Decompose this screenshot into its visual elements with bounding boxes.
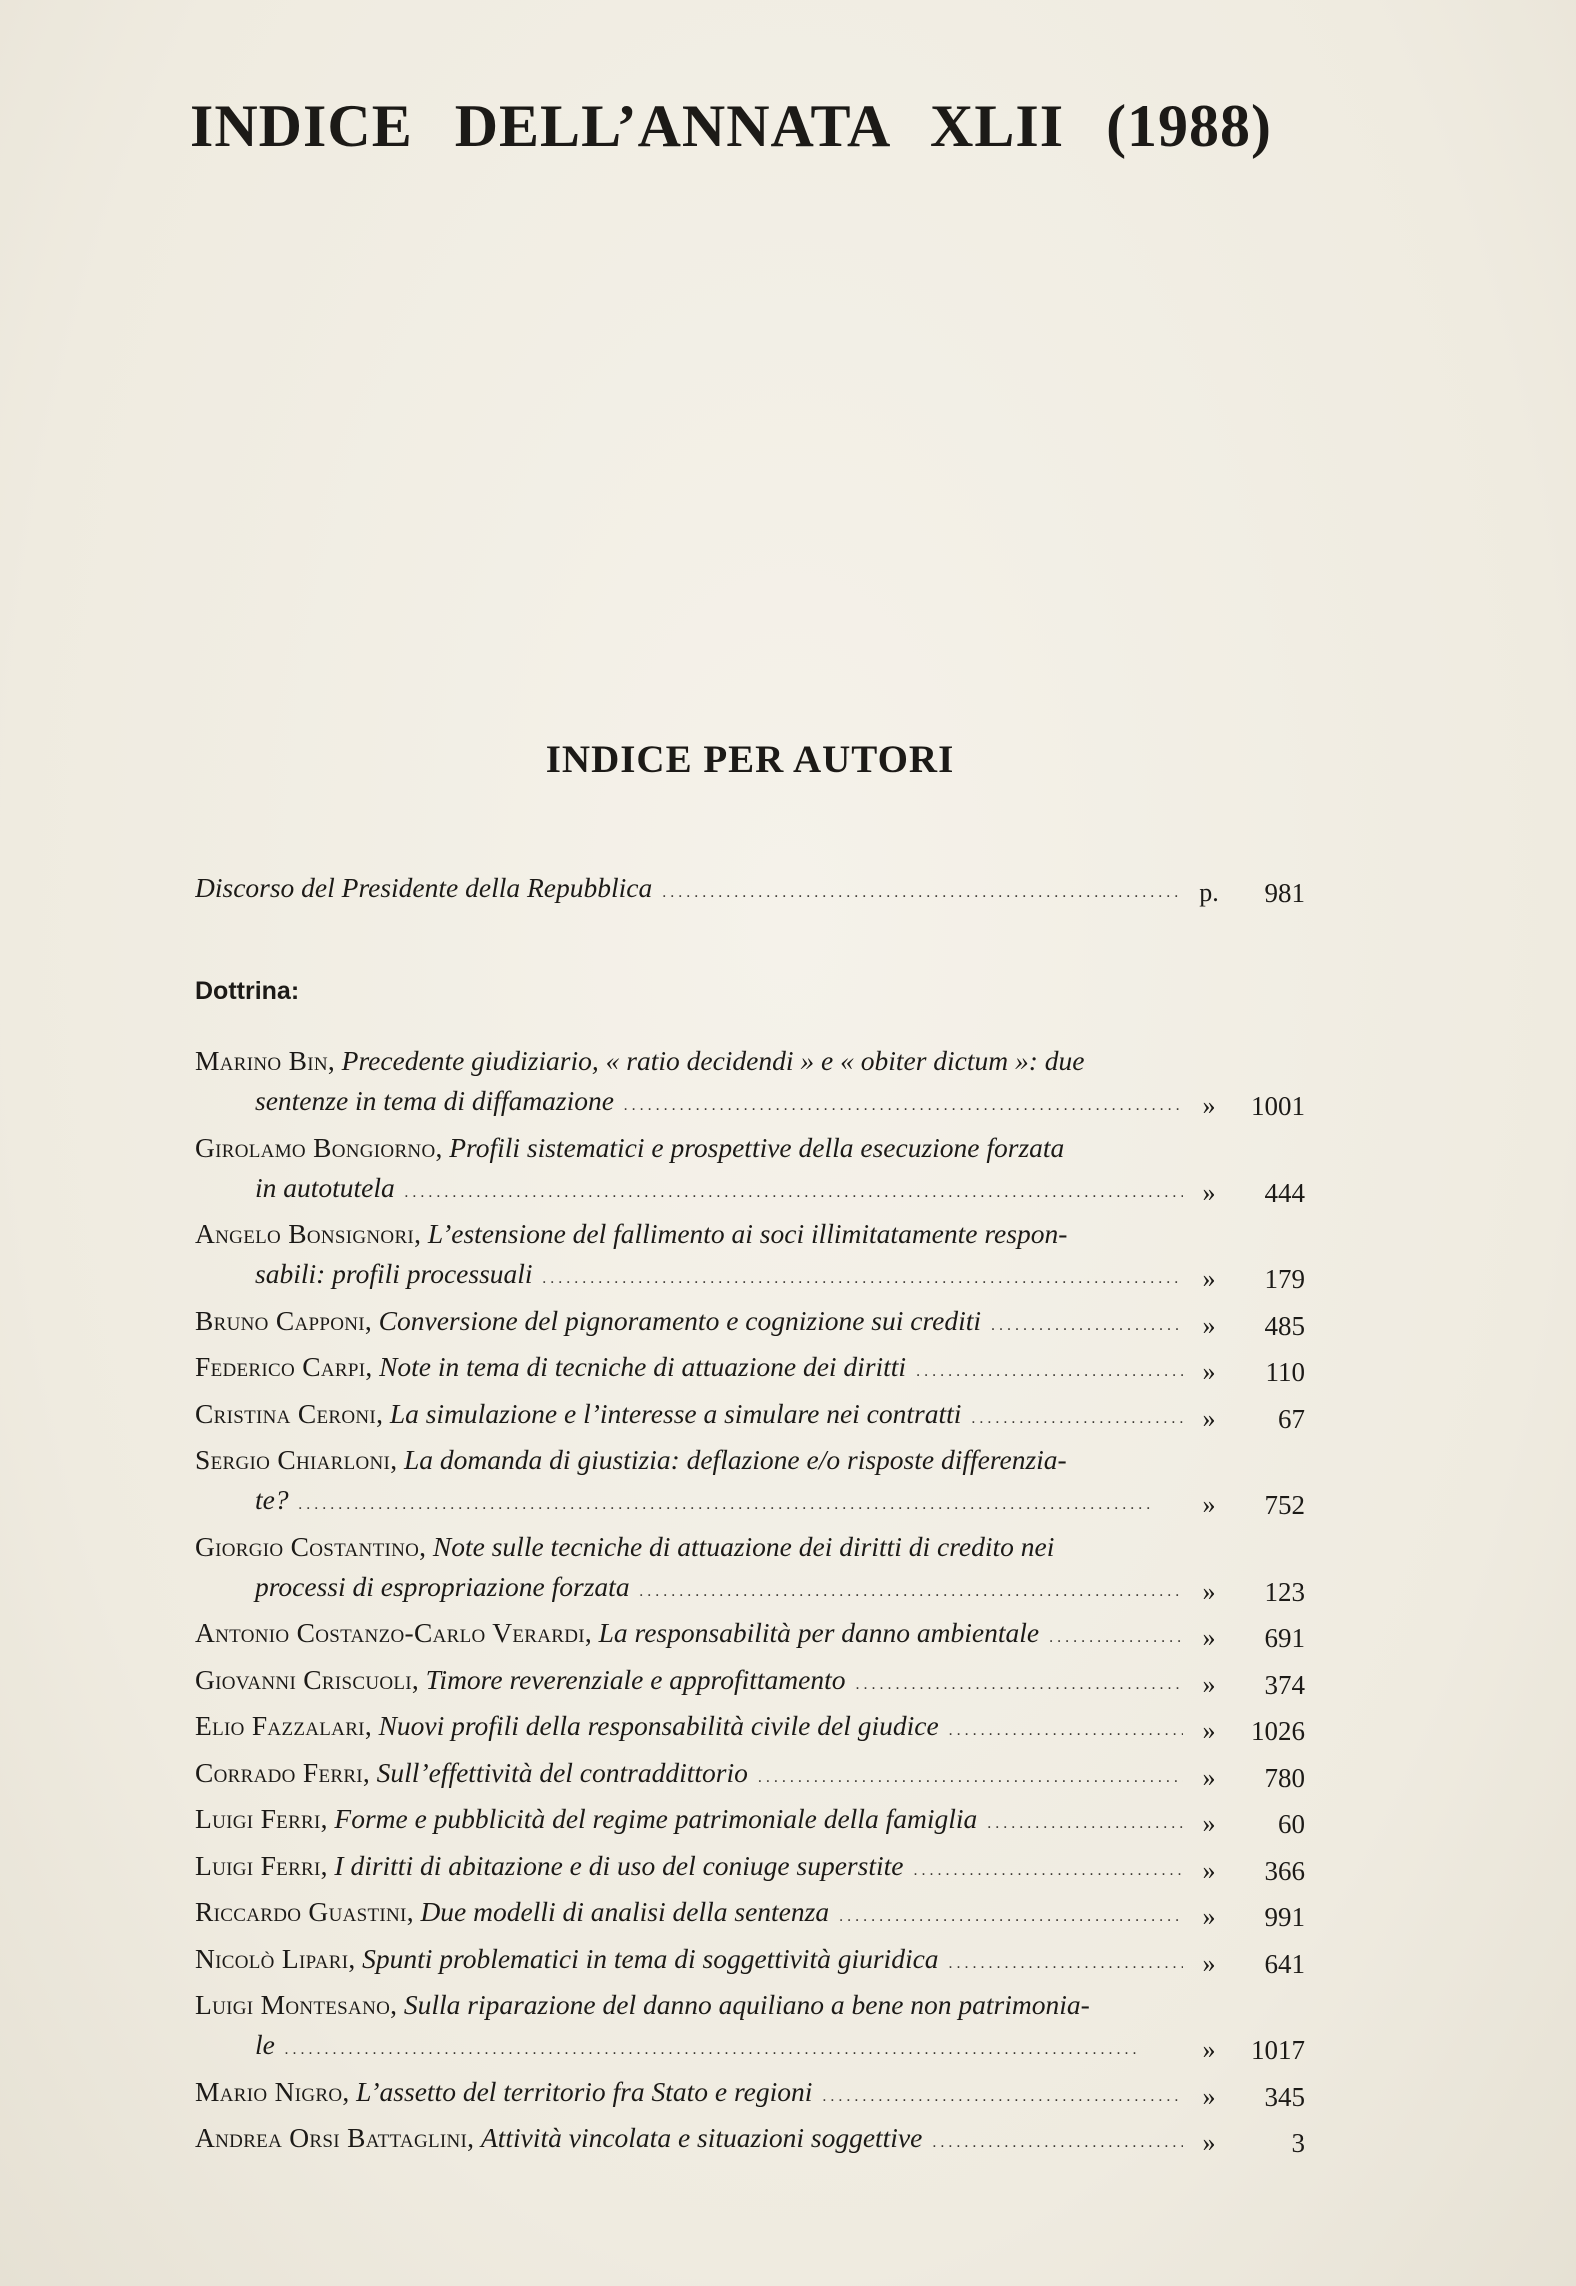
entry-author: Giorgio Costantino — [195, 1530, 420, 1562]
index-entry: Andrea Orsi Battaglini, Attività vincolata e situazioni soggettive . . . » 3 — [195, 2118, 1305, 2163]
ditto-mark: » — [1202, 1855, 1216, 1885]
dot-leader — [1049, 1613, 1183, 1658]
dot-leader — [405, 1168, 1183, 1213]
dot-leader — [949, 1939, 1183, 1984]
entry-author: Bruno Capponi — [195, 1304, 365, 1336]
page-number: 444 — [1264, 1177, 1305, 1208]
entry-title: Profili sistematici e prospettive della esecuzione forzata — [449, 1131, 1065, 1163]
dot-leader — [913, 1846, 1183, 1891]
entry-title: Attività vincolata e situazioni soggettive — [480, 2122, 923, 2153]
page-number: 123 — [1264, 1576, 1305, 1607]
index-entry: Marino Bin, Precedente giudiziario, « ratio decidendi » e « obiter dictum »: due sentenze in tema di diffamazione . . . » 1001 — [195, 1041, 1305, 1126]
entry-author: Marino Bin — [195, 1045, 328, 1076]
page-number: 374 — [1264, 1669, 1305, 1700]
page-prefix: p. — [1199, 878, 1219, 907]
ditto-mark: » — [1202, 2081, 1216, 2111]
entry-author: Girolamo Bongiorno — [195, 1131, 436, 1163]
entry-title: La simulazione e l’interesse a simulare nei contratti — [389, 1397, 962, 1429]
page-number: 691 — [1264, 1623, 1305, 1653]
entry-title: Note in tema di tecniche di attuazione dei diritti — [379, 1351, 907, 1382]
page-number: 366 — [1264, 1855, 1305, 1886]
entry-author: Riccardo Guastini — [195, 1896, 407, 1927]
dot-leader — [949, 1706, 1183, 1751]
entry-title: I diritti di abitazione e di uso del coniuge superstite — [334, 1849, 904, 1881]
page-title: INDICE DELL’ANNATA XLII (1988) — [190, 93, 1273, 159]
ditto-mark: » — [1202, 1762, 1216, 1792]
ditto-mark: » — [1202, 1716, 1216, 1745]
dot-leader — [855, 1660, 1183, 1705]
page-number: 752 — [1264, 1490, 1305, 1520]
dot-leader — [285, 2025, 1183, 2070]
index-entry: Sergio Chiarloni, La domanda di giustizia: deflazione e/o risposte differenzia- te? . . . » 752 — [195, 1440, 1305, 1525]
dot-leader — [987, 1799, 1183, 1844]
dot-leader — [543, 1254, 1183, 1299]
entry-author: Cristina Ceroni — [195, 1397, 377, 1429]
entry-author: Corrado Ferri — [195, 1756, 363, 1788]
entry-author: Andrea Orsi Battaglini — [195, 2122, 468, 2153]
entry-title: Spunti problematici in tema di soggettività giuridica — [362, 1942, 939, 1974]
ditto-mark: » — [1202, 1357, 1216, 1386]
dot-leader — [822, 2072, 1183, 2117]
index-entry: Riccardo Guastini, Due modelli di analisi della sentenza . . . » 991 — [195, 1892, 1305, 1937]
ditto-mark: » — [1202, 1403, 1216, 1433]
dot-leader — [624, 1081, 1183, 1126]
entry-author: Sergio Chiarloni — [195, 1444, 391, 1475]
entry-author: Federico Carpi — [195, 1351, 366, 1382]
entry-title-continued: sabili: profili processuali — [255, 1258, 533, 1289]
entry-author: Luigi Ferri — [195, 1803, 321, 1834]
page-number: 345 — [1264, 2081, 1305, 2112]
index-entry: Bruno Capponi, Conversione del pignoramento e cognizione sui crediti . . . » 485 — [195, 1301, 1305, 1346]
entry-title-continued: te? — [255, 1484, 289, 1515]
ditto-mark: » — [1202, 1948, 1216, 1978]
index-content — [195, 868, 1305, 2165]
dot-leader — [758, 1753, 1183, 1798]
page-number: 179 — [1264, 1264, 1305, 1294]
page-number: 1001 — [1251, 1091, 1305, 1121]
page-number: 60 — [1278, 1809, 1305, 1839]
section-label-dottrina: Dottrina: — [195, 977, 300, 1005]
entry-author: Angelo Bonsignori — [195, 1218, 415, 1249]
entry-title: Precedente giudiziario, « ratio decidendi » e « obiter dictum »: due — [341, 1045, 1085, 1076]
page-number: 981 — [1264, 878, 1305, 908]
entry-title: Nuovi profili della responsabilità civile del giudice — [378, 1710, 939, 1741]
ditto-mark: » — [1202, 1490, 1216, 1519]
index-entry: Cristina Ceroni, La simulazione e l’interesse a simulare nei contratti . . . » 67 — [195, 1394, 1305, 1439]
dot-leader — [839, 1892, 1183, 1937]
entry-title: Due modelli di analisi della sentenza — [420, 1896, 830, 1927]
index-entry: Giovanni Criscuoli, Timore reverenziale e approfittamento . . . » 374 — [195, 1660, 1305, 1705]
page-number: 1026 — [1251, 1716, 1305, 1746]
index-entry: Elio Fazzalari, Nuovi profili della responsabilità civile del giudice . . . » 1026 — [195, 1706, 1305, 1751]
entry-title: Sull’effettività del contraddittorio — [376, 1756, 748, 1788]
entry-author: Luigi Montesano — [195, 1989, 391, 2020]
ditto-mark: » — [1202, 1669, 1216, 1699]
dot-leader — [916, 1347, 1183, 1392]
entry-title: L’assetto del territorio fra Stato e regioni — [356, 2075, 813, 2107]
entry-title-continued: processi di espropriazione forzata — [255, 1570, 630, 1602]
ditto-mark: » — [1202, 1310, 1216, 1340]
index-entry: Federico Carpi, Note in tema di tecniche di attuazione dei diritti . . . » 110 — [195, 1347, 1305, 1392]
dot-leader — [971, 1394, 1183, 1439]
ditto-mark: » — [1202, 1264, 1216, 1293]
ditto-mark: » — [1202, 2035, 1216, 2064]
index-entry: Antonio Costanzo-Carlo Verardi, La responsabilità per danno ambientale . . . » 691 — [195, 1613, 1305, 1658]
index-entry: Giorgio Costantino, Note sulle tecniche di attuazione dei diritti di credito nei processi di espropriazione forzata . . . » 123 — [195, 1527, 1305, 1612]
index-entry: Mario Nigro, L’assetto del territorio fra Stato e regioni . . . » 345 — [195, 2072, 1305, 2117]
index-entry: Angelo Bonsignori, L’estensione del fallimento ai soci illimitatamente respon- sabili: profili processuali . . . » 179 — [195, 1214, 1305, 1299]
entry-title-continued: sentenze in tema di diffamazione — [255, 1085, 614, 1116]
page-number: 780 — [1264, 1762, 1305, 1793]
dot-leader — [299, 1480, 1183, 1525]
index-entry: Luigi Montesano, Sulla riparazione del danno aquiliano a bene non patrimonia- le . . . » 1017 — [195, 1985, 1305, 2070]
section-title: INDICE PER AUTORI — [545, 738, 955, 781]
author-list — [195, 1041, 1305, 2163]
dot-leader — [640, 1567, 1183, 1612]
index-entry: Nicolò Lipari, Spunti problematici in tema di soggettività giuridica . . . » 641 — [195, 1939, 1305, 1984]
page-number: 485 — [1264, 1310, 1305, 1341]
ditto-mark: » — [1202, 1177, 1216, 1207]
ditto-mark: » — [1202, 1091, 1216, 1120]
page-number: 641 — [1264, 1948, 1305, 1979]
ditto-mark: » — [1202, 2128, 1216, 2157]
entry-title-continued: le — [255, 2029, 275, 2060]
index-entry: Luigi Ferri, I diritti di abitazione e di uso del coniuge superstite . . . » 366 — [195, 1846, 1305, 1891]
entry-title: Discorso del Presidente della Repubblica — [195, 872, 653, 903]
page-number: 1017 — [1251, 2035, 1305, 2065]
entry-author: Antonio Costanzo-Carlo Verardi — [195, 1617, 585, 1648]
index-entry-discorso — [195, 868, 1305, 913]
entry-title: Timore reverenziale e approfittamento — [425, 1663, 846, 1695]
entry-title: Conversione del pignoramento e cognizione sui crediti — [378, 1304, 982, 1336]
entry-author: Mario Nigro — [195, 2075, 343, 2107]
entry-title: Note sulle tecniche di attuazione dei diritti di credito nei — [432, 1530, 1055, 1562]
entry-title: La domanda di giustizia: deflazione e/o risposte differenzia- — [403, 1444, 1067, 1475]
entry-author: Nicolò Lipari — [195, 1942, 349, 1974]
dot-leader — [932, 2118, 1183, 2163]
dot-leader — [662, 868, 1183, 913]
entry-title: Forme e pubblicità del regime patrimoniale della famiglia — [334, 1803, 978, 1834]
page-number: 3 — [1291, 2128, 1305, 2158]
index-entry: Girolamo Bongiorno, Profili sistematici e prospettive della esecuzione forzata in autotutela . . . » 444 — [195, 1128, 1305, 1213]
ditto-mark: » — [1202, 1809, 1216, 1838]
entry-author: Elio Fazzalari — [195, 1710, 365, 1741]
ditto-mark: » — [1202, 1576, 1216, 1606]
page-number: 110 — [1265, 1357, 1305, 1387]
entry-author: Giovanni Criscuoli — [195, 1663, 412, 1695]
page-number: 67 — [1278, 1403, 1305, 1434]
page-number: 991 — [1264, 1902, 1305, 1932]
ditto-mark: » — [1202, 1902, 1216, 1931]
entry-title: La responsabilità per danno ambientale — [598, 1617, 1040, 1648]
entry-title: Sulla riparazione del danno aquiliano a bene non patrimonia- — [403, 1989, 1090, 2020]
ditto-mark: » — [1202, 1623, 1216, 1652]
index-entry: Corrado Ferri, Sull’effettività del contraddittorio . . . » 780 — [195, 1753, 1305, 1798]
entry-author: Luigi Ferri — [195, 1849, 321, 1881]
entry-title: L’estensione del fallimento ai soci illimitatamente respon- — [427, 1218, 1068, 1249]
entry-title-continued: in autotutela — [255, 1171, 395, 1203]
dot-leader — [991, 1301, 1183, 1346]
index-entry: Luigi Ferri, Forme e pubblicità del regime patrimoniale della famiglia . . . » 60 — [195, 1799, 1305, 1844]
